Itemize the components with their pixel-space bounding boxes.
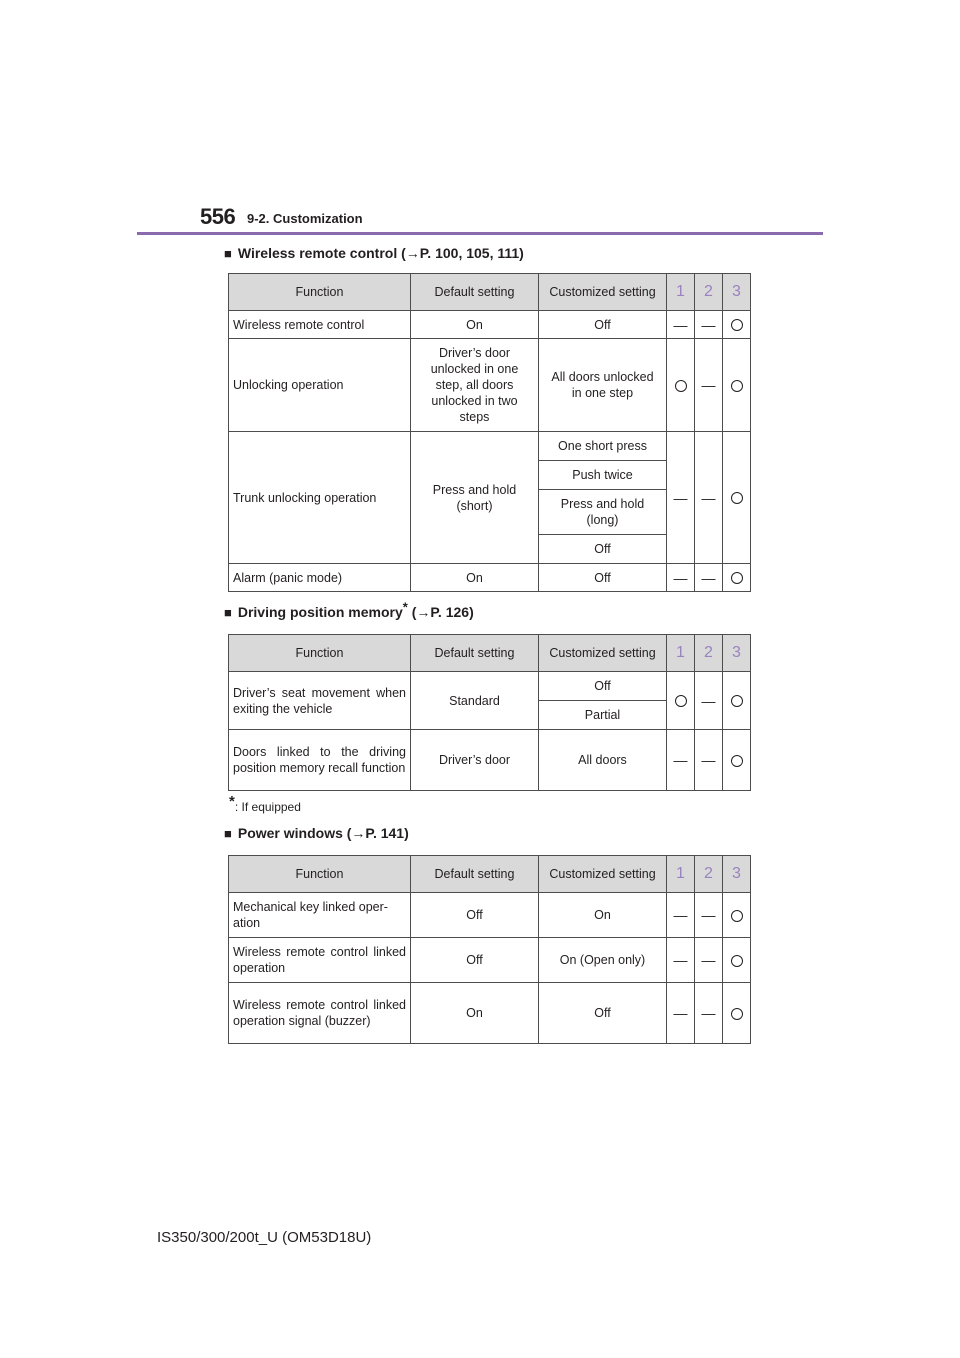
table-row (229, 893, 751, 938)
windows-heading (224, 825, 409, 841)
col-2: 2 (695, 635, 723, 672)
circle-mark (723, 893, 751, 938)
col-function: Function (229, 635, 411, 672)
col-3: 3 (723, 635, 751, 672)
col-default: Default setting (411, 635, 539, 672)
table-row (229, 311, 751, 339)
model-code: IS350/300/200t_U (OM53D18U) (157, 1229, 372, 1246)
circle-icon (731, 695, 743, 707)
function-cell: Unlocking operation (229, 339, 411, 432)
circle-icon (731, 572, 743, 584)
circle-mark (723, 339, 751, 432)
col-default: Default setting (411, 274, 539, 311)
col-default: Default setting (411, 856, 539, 893)
dash-mark: — (667, 311, 695, 339)
square-bullet-icon: ■ (224, 246, 232, 261)
table-row (229, 432, 751, 461)
function-cell: Trunk unlocking operation (229, 432, 411, 564)
asterisk-mark: * (402, 599, 408, 615)
table-header-row (229, 274, 751, 311)
col-3: 3 (723, 274, 751, 311)
dash-mark: — (695, 672, 723, 730)
dash-mark: — (667, 893, 695, 938)
col-1: 1 (667, 274, 695, 311)
col-function: Function (229, 856, 411, 893)
col-3: 3 (723, 856, 751, 893)
memory-title: Driving position memory (237, 604, 403, 620)
function-cell: Driver’s seat movement when exiting the vehicle (229, 672, 411, 730)
dash-mark: — (695, 564, 723, 592)
square-bullet-icon: ■ (224, 605, 232, 620)
footnote-mark: * (229, 793, 235, 810)
circle-icon (731, 319, 743, 331)
table-row (229, 983, 751, 1044)
circle-icon (731, 755, 743, 767)
circle-mark (723, 672, 751, 730)
dash-mark: — (667, 730, 695, 791)
circle-mark (723, 983, 751, 1044)
windows-title: Power windows (→P. 141) (237, 825, 409, 841)
circle-icon (731, 910, 743, 922)
col-function: Function (229, 274, 411, 311)
memory-table (228, 634, 751, 791)
default-cell: Off (411, 938, 539, 983)
circle-mark (723, 564, 751, 592)
memory-ref: (→P. 126) (411, 604, 474, 620)
col-2: 2 (695, 274, 723, 311)
col-customized: Customized setting (539, 274, 667, 311)
col-customized: Customized setting (539, 856, 667, 893)
function-cell: Alarm (panic mode) (229, 564, 411, 592)
table-row (229, 672, 751, 701)
custom-cell: Partial (539, 701, 667, 730)
col-1: 1 (667, 635, 695, 672)
dash-mark: — (695, 311, 723, 339)
custom-cell (539, 490, 667, 535)
section-title: 9-2. Customization (247, 211, 363, 226)
header-rule (137, 232, 823, 235)
circle-mark (667, 339, 695, 432)
custom-cell: One short press (539, 432, 667, 461)
dash-mark: — (667, 564, 695, 592)
circle-icon (731, 492, 743, 504)
table-header-row (229, 856, 751, 893)
custom-cell: On (Open only) (539, 938, 667, 983)
dash-mark: — (695, 432, 723, 564)
custom-cell: Off (539, 535, 667, 564)
custom-cell: Off (539, 983, 667, 1044)
table-row (229, 564, 751, 592)
wireless-table (228, 273, 751, 592)
default-cell: On (411, 564, 539, 592)
circle-icon (731, 1008, 743, 1020)
circle-icon (675, 380, 687, 392)
table-row (229, 938, 751, 983)
table-row (229, 730, 751, 791)
dash-mark: — (667, 432, 695, 564)
page-number: 556 (200, 204, 236, 229)
default-cell: On (411, 311, 539, 339)
circle-mark (723, 938, 751, 983)
function-cell: Wireless remote control linked operation (229, 938, 411, 983)
circle-mark (723, 730, 751, 791)
custom-cell: Off (539, 564, 667, 592)
footnote (229, 793, 301, 814)
function-cell: Mechanical key linked oper-ation (229, 893, 411, 938)
dash-mark: — (695, 893, 723, 938)
function-cell: Doors linked to the driving position memory recall function (229, 730, 411, 791)
circle-icon (731, 380, 743, 392)
custom-cell: All doors (539, 730, 667, 791)
circle-mark (667, 672, 695, 730)
wireless-heading (224, 245, 524, 261)
dash-mark: — (667, 983, 695, 1044)
circle-mark (723, 311, 751, 339)
circle-icon (675, 695, 687, 707)
square-bullet-icon: ■ (224, 826, 232, 841)
custom-cell (539, 339, 667, 432)
function-cell: Wireless remote control linked operation signal (buzzer) (229, 983, 411, 1044)
default-cell: Driver’s door (411, 730, 539, 791)
wireless-title: Wireless remote control (→P. 100, 105, 111) (237, 245, 524, 261)
default-cell (411, 432, 539, 564)
col-customized: Customized setting (539, 635, 667, 672)
custom-text: All doors unlocked in one step (551, 370, 654, 400)
col-1: 1 (667, 856, 695, 893)
circle-mark (723, 432, 751, 564)
col-2: 2 (695, 856, 723, 893)
table-row (229, 339, 751, 432)
circle-icon (731, 955, 743, 967)
default-cell: Standard (411, 672, 539, 730)
memory-heading (224, 599, 474, 620)
custom-text: Press and hold (long) (560, 497, 645, 527)
dash-mark: — (695, 938, 723, 983)
dash-mark: — (695, 983, 723, 1044)
default-text: Driver’s door unlocked in one step, all doors unlocked in two steps (430, 346, 519, 424)
page-header (200, 200, 825, 234)
windows-table (228, 855, 751, 1044)
default-cell: Off (411, 893, 539, 938)
default-text: Press and hold (short) (432, 482, 517, 513)
custom-cell: Off (539, 311, 667, 339)
dash-mark: — (695, 339, 723, 432)
default-cell: On (411, 983, 539, 1044)
dash-mark: — (667, 938, 695, 983)
custom-cell: Off (539, 672, 667, 701)
table-header-row (229, 635, 751, 672)
function-cell: Wireless remote control (229, 311, 411, 339)
footnote-text: : If equipped (234, 800, 301, 814)
dash-mark: — (695, 730, 723, 791)
custom-cell: Push twice (539, 461, 667, 490)
default-cell (411, 339, 539, 432)
custom-cell: On (539, 893, 667, 938)
